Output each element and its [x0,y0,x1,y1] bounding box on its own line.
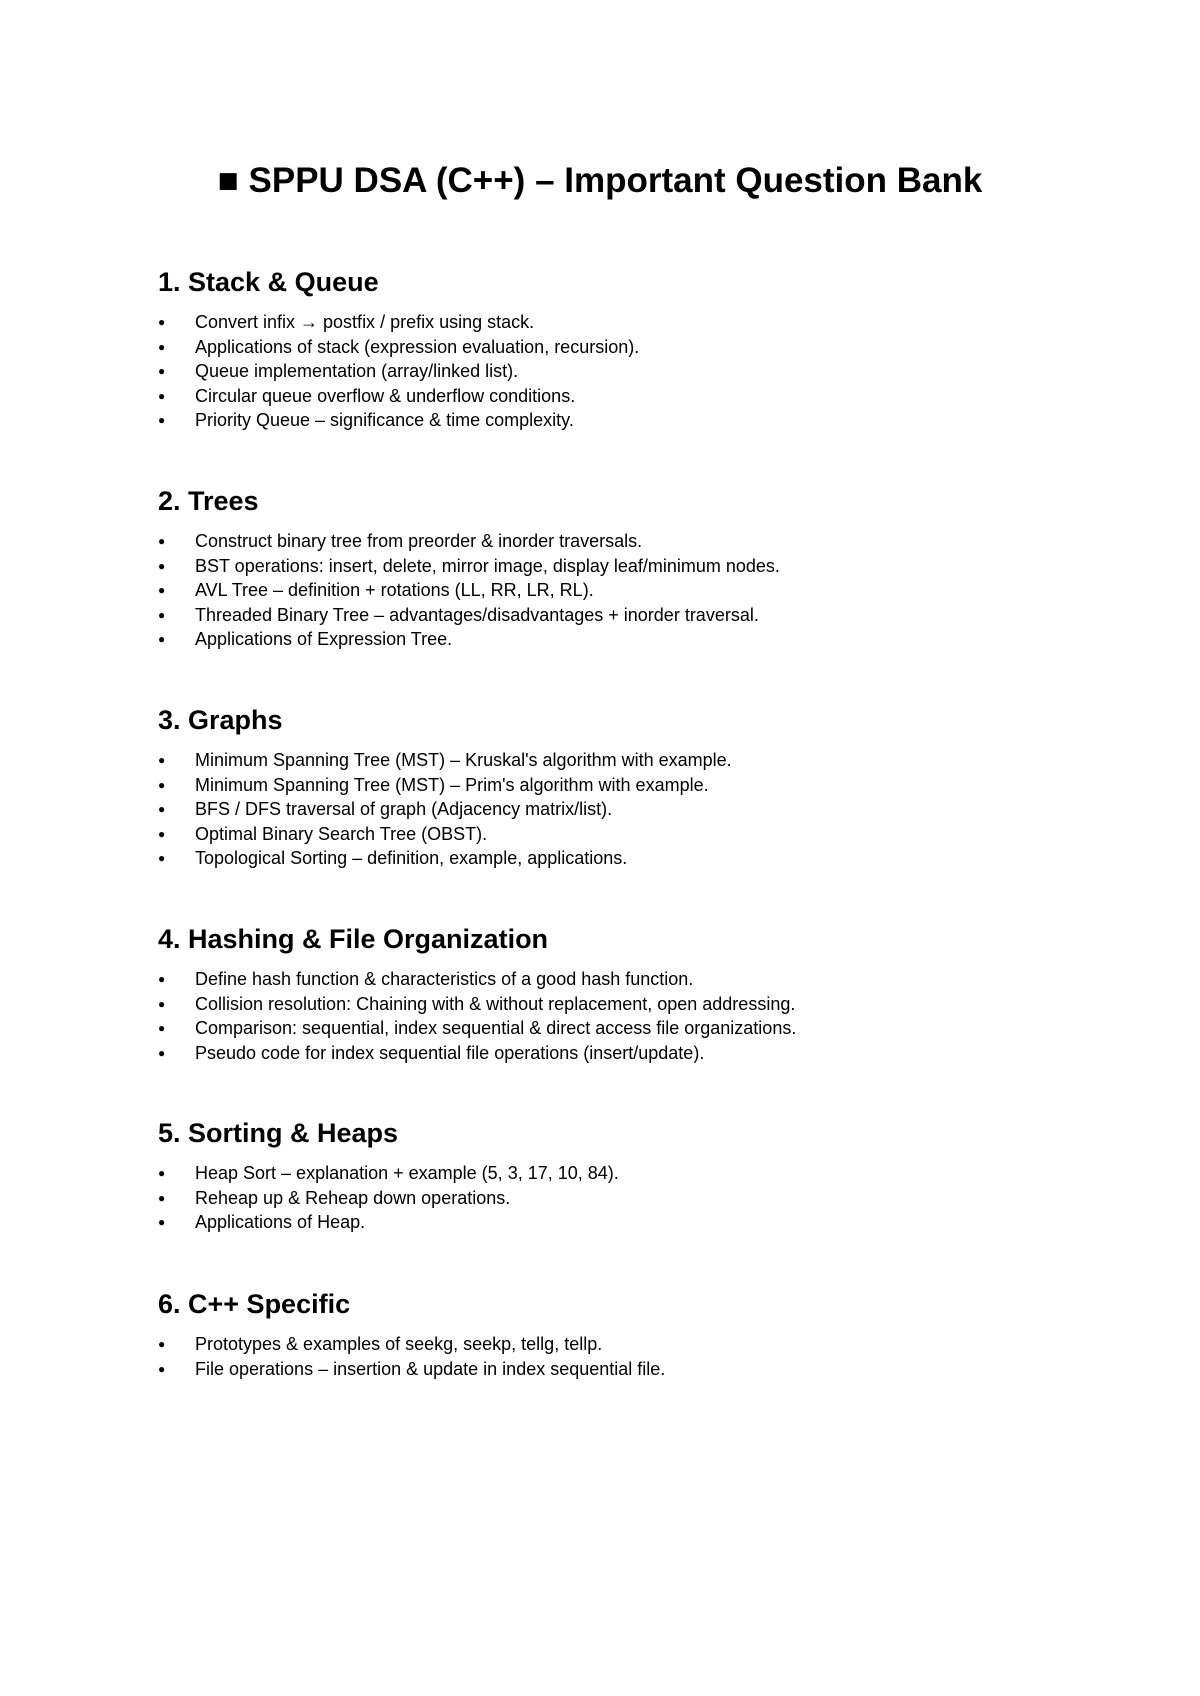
bullet-icon: ● [158,1215,166,1229]
bullet-icon: ● [158,364,166,378]
list-item-text: BFS / DFS traversal of graph (Adjacency matrix/list). [195,799,613,819]
list-item [158,554,1158,579]
bullet-icon: ● [158,1337,166,1351]
list-item-text: Optimal Binary Search Tree (OBST). [195,823,488,844]
list-item [158,529,1158,554]
list-item-text: AVL Tree – definition + rotations (LL, RR, LR, RL). [195,580,594,600]
list-item [158,773,1158,798]
bullet-icon: ● [158,972,166,986]
list-item [158,359,1158,384]
bullet-icon: ● [158,826,166,841]
bullet-icon: ● [158,777,166,792]
list-item-text: Applications of Expression Tree. [195,629,453,649]
question-list [158,1161,1158,1235]
list-item-text: Circular queue overflow & underflow conditions. [195,385,576,406]
question-list [158,529,1158,652]
section-heading: 2. Trees [158,486,259,516]
list-item [158,1332,1158,1357]
list-item-text: Collision resolution: Chaining with & without replacement, open addressing. [195,993,796,1014]
bullet-icon: ● [158,607,166,622]
section-stack-queue [158,264,1158,433]
list-item [158,384,1158,409]
section-cpp-specific [158,1286,1158,1381]
bullet-icon: ● [158,558,166,573]
list-item [158,1041,1158,1066]
bullet-icon: ● [158,1045,166,1060]
list-item [158,1210,1158,1235]
bullet-icon: ● [158,753,166,767]
bullet-icon: ● [158,851,166,865]
list-item-text: Applications of stack (expression evaluation, recursion). [195,336,640,357]
list-item-text: Reheap up & Reheap down operations. [195,1187,511,1208]
list-item-text: Pseudo code for index sequential file operations (insert/update). [195,1042,705,1063]
section-hashing-file-organization [158,921,1158,1065]
list-item [158,992,1158,1017]
list-item [158,1016,1158,1041]
bullet-icon: ● [158,1021,166,1035]
question-list [158,748,1158,871]
list-item [158,1357,1158,1382]
list-item-text: Define hash function & characteristics of a good hash function. [195,969,694,989]
list-item-text: Priority Queue – significance & time complexity. [195,410,574,430]
list-item-text: Minimum Spanning Tree (MST) – Prim's algorithm with example. [195,774,709,795]
list-item [158,1186,1158,1211]
list-item-text: Minimum Spanning Tree (MST) – Kruskal's algorithm with example. [195,750,732,770]
list-item-text: BST operations: insert, delete, mirror image, display leaf/minimum nodes. [195,555,780,576]
list-item-text: Comparison: sequential, index sequential & direct access file organizations. [195,1018,797,1038]
list-item [158,335,1158,360]
list-item-text: Convert infix → postfix / prefix using stack. [195,312,535,332]
list-item [158,603,1158,628]
bullet-icon: ● [158,1361,166,1376]
question-list [158,967,1158,1065]
section-heading: 4. Hashing & File Organization [158,924,549,954]
list-item [158,748,1158,773]
section-heading: 3. Graphs [158,705,283,735]
list-item [158,627,1158,652]
bullet-icon: ● [158,802,166,816]
bullet-icon: ● [158,315,166,329]
document-title: ■ SPPU DSA (C++) – Important Question Bank [217,161,983,200]
list-item-text: Prototypes & examples of seekg, seekp, tellg, tellp. [195,1334,603,1354]
list-item-text: Queue implementation (array/linked list). [195,361,519,381]
bullet-icon: ● [158,583,166,597]
list-item [158,408,1158,433]
bullet-icon: ● [158,632,166,646]
section-heading: 1. Stack & Queue [158,267,379,297]
list-item [158,797,1158,822]
list-item-text: Heap Sort – explanation + example (5, 3, 17, 10, 84). [195,1163,619,1183]
list-item-text: Threaded Binary Tree – advantages/disadvantages + inorder traversal. [195,604,759,625]
list-item [158,310,1158,335]
bullet-icon: ● [158,534,166,548]
list-item [158,822,1158,847]
section-sorting-heaps [158,1115,1158,1235]
bullet-icon: ● [158,388,166,403]
section-heading: 6. C++ Specific [158,1289,351,1319]
list-item [158,846,1158,871]
bullet-icon: ● [158,1166,166,1180]
list-item [158,967,1158,992]
bullet-icon: ● [158,1190,166,1205]
list-item [158,1161,1158,1186]
list-item-text: Topological Sorting – definition, example, applications. [195,848,628,868]
section-graphs [158,702,1158,871]
list-item-text: File operations – insertion & update in index sequential file. [195,1358,666,1379]
bullet-icon: ● [158,996,166,1011]
list-item [158,578,1158,603]
list-item-text: Construct binary tree from preorder & inorder traversals. [195,531,643,551]
bullet-icon: ● [158,339,166,354]
question-list [158,1332,1158,1381]
question-list [158,310,1158,433]
list-item-text: Applications of Heap. [195,1212,366,1232]
section-heading: 5. Sorting & Heaps [158,1118,399,1148]
bullet-icon: ● [158,413,166,427]
section-trees [158,483,1158,652]
